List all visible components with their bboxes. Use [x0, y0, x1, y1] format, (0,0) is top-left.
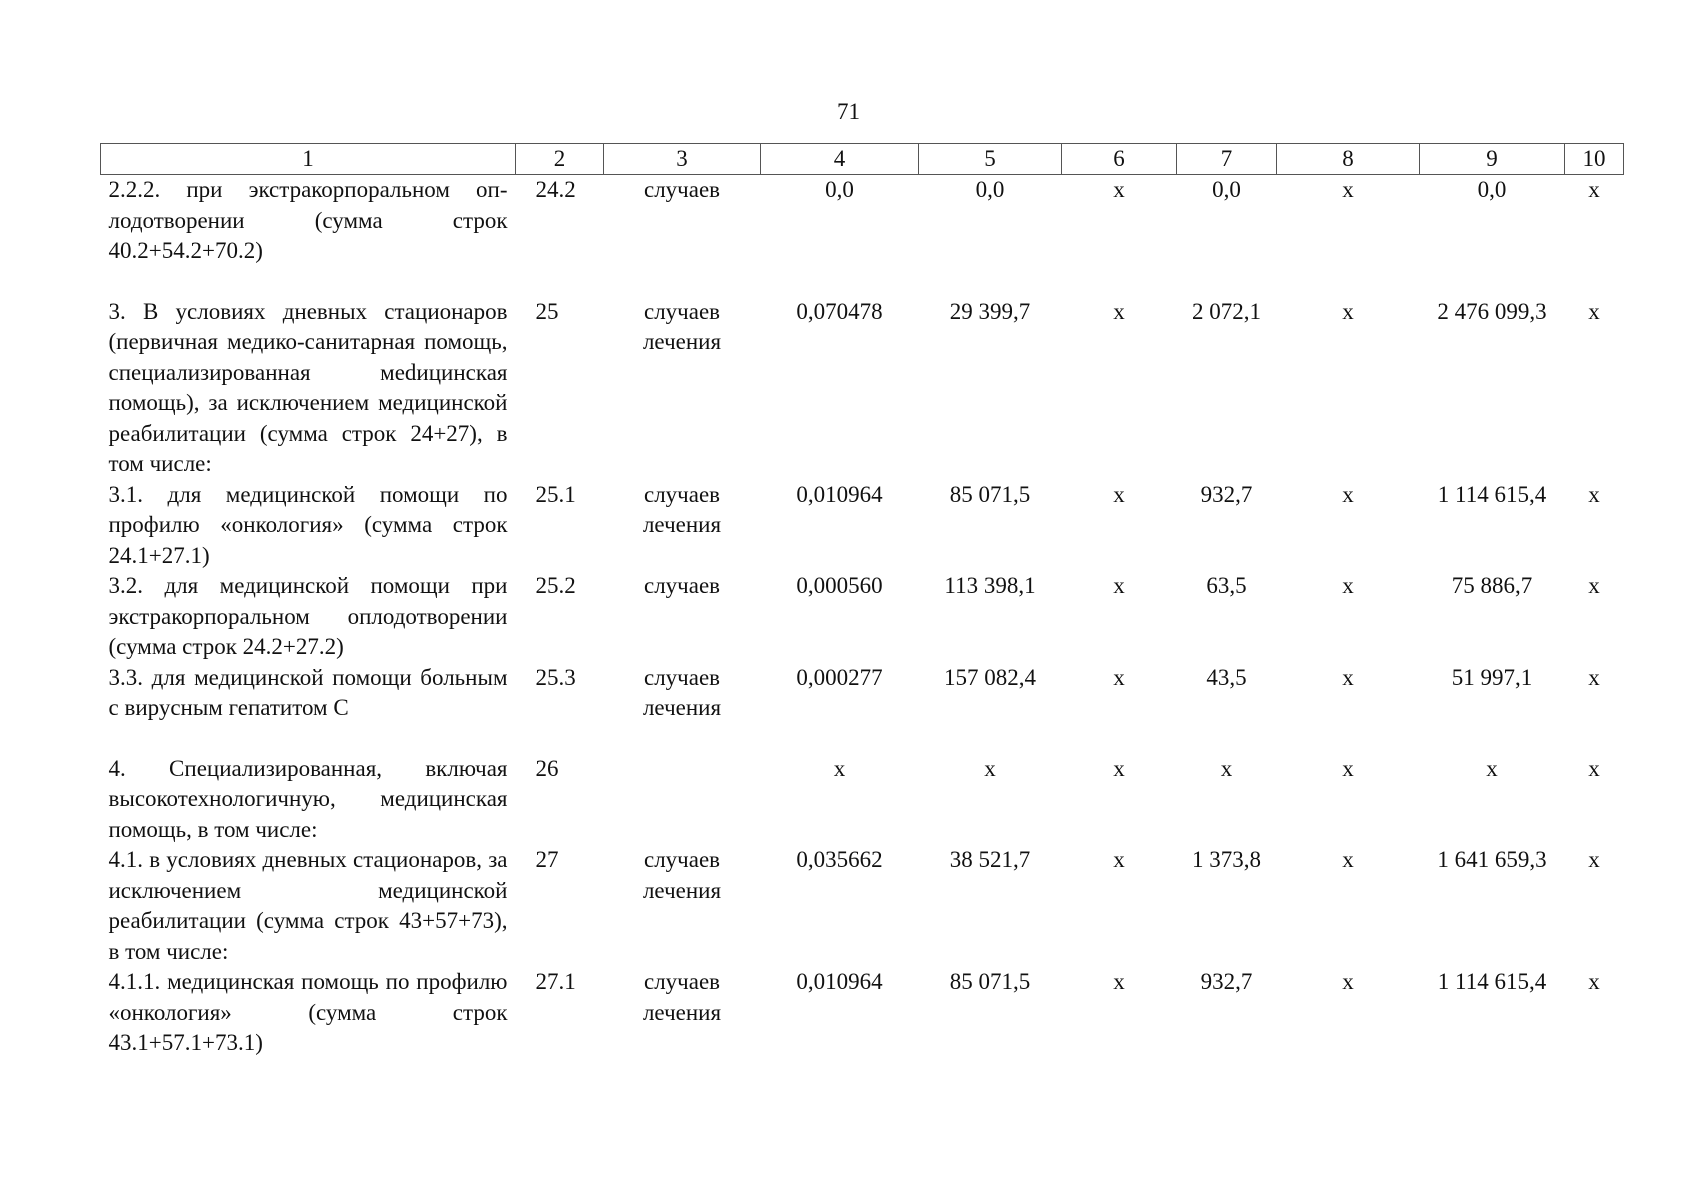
table-cell: х: [1342, 969, 1354, 994]
table-cell: х: [1113, 573, 1125, 598]
table-cell: 85 071,5: [949, 481, 1031, 507]
table-cell: х: [1588, 481, 1600, 507]
table-cell: х: [1113, 664, 1125, 690]
table-row: [101, 663, 1624, 724]
table-cell: 113 398,1: [944, 573, 1036, 598]
row-unit: случаев лечения: [642, 664, 722, 720]
table-cell: 0,035662: [796, 847, 883, 872]
table-header-row: [101, 144, 1624, 175]
table-cell: х: [1113, 755, 1125, 781]
table-cell: х: [1113, 847, 1125, 872]
table-cell: 85 071,5: [949, 969, 1031, 994]
column-header: 5: [919, 144, 1062, 175]
table-cell: 2 476 099,3: [1437, 298, 1547, 324]
row-code: 25.2: [535, 573, 576, 598]
row-description: 4.1. в условиях дневных стационаров, за исключением медицинской реабилитации (сумма строк 43+57+73), в том числе:: [108, 847, 508, 964]
row-description: 3.1. для медицинской помощи по профилю «онкология» (сумма строк 24.1+27.1): [108, 481, 508, 568]
table-cell: 0,0: [825, 177, 854, 202]
table-cell: х: [1342, 177, 1354, 202]
column-header: 10: [1565, 144, 1624, 175]
table-row: [101, 297, 1624, 480]
table-cell: 1 373,8: [1192, 847, 1261, 872]
row-code: 24.2: [535, 177, 576, 202]
row-description: 4. Специализированная, включая высокотехнологичную, медицинская помощь, в том числе:: [108, 755, 508, 842]
table-cell: х: [1220, 755, 1233, 781]
table-cell: 932,7: [1200, 969, 1253, 994]
row-description: 3.3. для медицинской помощи больным с вирусным гепатитом С: [108, 664, 508, 720]
table-cell: 75 886,7: [1451, 573, 1533, 598]
row-code: 25: [535, 298, 559, 324]
column-header: 4: [761, 144, 919, 175]
row-unit: случаев: [643, 573, 721, 598]
table-cell: 63,5: [1206, 573, 1247, 598]
column-header: 1: [101, 144, 516, 175]
table-cell: х: [1588, 755, 1600, 781]
row-code: 27.1: [535, 969, 576, 994]
row-unit: случаев лечения: [642, 969, 722, 1025]
table-cell: х: [1342, 664, 1354, 690]
table-cell: х: [1342, 298, 1354, 324]
table-cell: 0,000277: [796, 664, 883, 690]
row-description: 3. В условиях дневных стационаров (первичная медико-санитарная помощь, специализированная меdицинская помощь), за исключением медицинской реабилитации (сумма строк 24+27), в том числе:: [108, 298, 508, 476]
row-unit: случаев лечения: [642, 847, 722, 903]
column-header: 6: [1062, 144, 1177, 175]
row-code: 26: [535, 755, 559, 781]
row-spacer: [101, 724, 1624, 754]
table-row: [101, 754, 1624, 846]
table-row: [101, 845, 1624, 967]
table-row: [101, 480, 1624, 572]
table-cell: 0,010964: [796, 481, 883, 507]
table-cell: 51 997,1: [1451, 664, 1533, 690]
table-cell: х: [1113, 298, 1125, 324]
table-cell: 0,070478: [796, 298, 883, 324]
data-table: [100, 143, 1624, 1059]
column-header: 2: [516, 144, 604, 175]
table-cell: х: [1486, 755, 1498, 781]
table-cell: х: [1588, 177, 1600, 202]
table-cell: 29 399,7: [949, 298, 1031, 324]
table-row: [101, 175, 1624, 267]
table-cell: 157 082,4: [944, 664, 1036, 690]
table-cell: х: [1588, 298, 1600, 324]
table-cell: х: [1113, 481, 1125, 507]
row-unit: случаев: [643, 177, 721, 202]
table-cell: х: [1113, 969, 1125, 994]
table-cell: х: [1342, 481, 1354, 507]
table-cell: х: [1342, 847, 1354, 872]
table-cell: 0,0: [1477, 177, 1507, 202]
table-cell: 38 521,7: [949, 847, 1031, 872]
table-cell: 2 072,1: [1192, 298, 1261, 324]
row-code: 25.3: [535, 664, 576, 690]
table-cell: 0,010964: [796, 969, 883, 994]
table-cell: 43,5: [1206, 664, 1247, 690]
table-cell: 1 641 659,3: [1437, 847, 1547, 872]
page-number: 71: [837, 99, 860, 124]
row-unit: случаев лечения: [642, 481, 722, 537]
table-cell: х: [1588, 573, 1600, 598]
row-unit: [604, 754, 761, 846]
column-header: 7: [1177, 144, 1277, 175]
table-cell: х: [833, 755, 846, 781]
table-cell: 0,0: [1212, 177, 1241, 202]
table-cell: 0,000560: [796, 573, 883, 598]
row-unit: случаев лечения: [642, 298, 722, 354]
row-code: 27: [535, 847, 559, 872]
row-description: 3.2. для медицинской помощи при экстракорпоральном оплодотворении (сумма строк 24.2+27.2): [108, 573, 508, 659]
column-header: 3: [604, 144, 761, 175]
row-code: 25.1: [535, 481, 576, 507]
column-header: 8: [1277, 144, 1420, 175]
table-cell: х: [1588, 969, 1600, 994]
table-cell: 1 114 615,4: [1437, 481, 1547, 507]
row-spacer: [101, 267, 1624, 297]
table-cell: х: [1588, 847, 1600, 872]
table-row: [101, 967, 1624, 1059]
row-description: 2.2.2. при экстракорпоральном оплодотворении (сумма строк 40.2+54.2+70.2): [108, 177, 508, 263]
column-header: 9: [1420, 144, 1565, 175]
row-description: 4.1.1. медицинская помощь по профилю «онкология» (сумма строк 43.1+57.1+73.1): [108, 969, 508, 1055]
table-cell: 1 114 615,4: [1437, 969, 1547, 994]
table-cell: х: [1113, 177, 1125, 202]
table-cell: х: [1342, 755, 1354, 781]
table-cell: х: [984, 755, 996, 781]
table-cell: х: [1588, 664, 1600, 690]
table-cell: х: [1342, 573, 1354, 598]
table-row: [101, 571, 1624, 663]
table-cell: 932,7: [1200, 481, 1253, 507]
table-cell: 0,0: [975, 177, 1005, 202]
